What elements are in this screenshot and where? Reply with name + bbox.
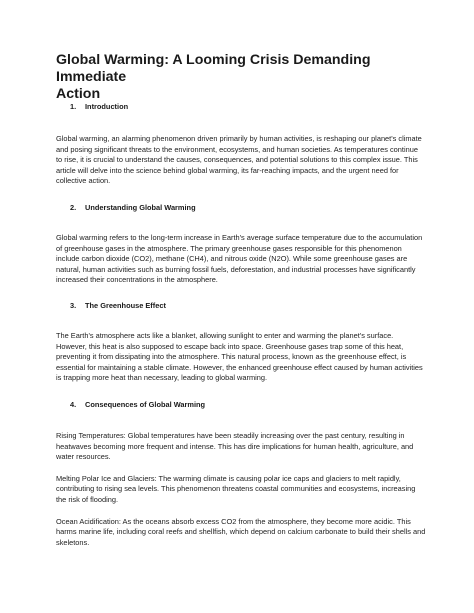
section-title: Consequences of Global Warming (85, 400, 206, 409)
section-number: 3. (70, 301, 77, 310)
section-title: Introduction (85, 102, 129, 111)
section-number: 2. (70, 203, 77, 212)
paragraph: Rising Temperatures: Global temperatures have been steadily increasing over the past century, resulting in heatwaves becoming more frequent and intense. This has dire implications for human health, agriculture, and water resources. (56, 431, 414, 462)
section-title: Understanding Global Warming (85, 203, 196, 212)
section-heading (70, 102, 426, 112)
section-heading (70, 203, 426, 213)
document-title-line-1: Global Warming: A Looming Crisis Demanding Immediate (56, 52, 371, 85)
paragraph: Ocean Acidification: As the oceans absorb excess CO2 from the atmosphere, they become more acidic. This harms marine life, including coral reefs and shellfish, which depend on calcium carbonate to build their shells and skeletons. (56, 516, 426, 547)
document-title (56, 52, 436, 103)
paragraph: The Earth's atmosphere acts like a blanket, allowing sunlight to enter and warming the planet's surface. However, this heat is also supposed to escape back into space. Greenhouse gases trap some of this heat, preventing it from dissipating into the atmosphere. This natural process, known as the greenhouse effect, is essential for maintaining a stable climate. However, the enhanced greenhouse effect caused by human activities is trapping more heat than necessary, leading to global warming. (56, 331, 423, 383)
paragraph: Global warming refers to the long-term increase in Earth's average surface temperature due to the accumulation of greenhouse gases in the atmosphere. The primary greenhouse gases responsible for this phenomenon include carbon dioxide (CO2), methane (CH4), and nitrous oxide (N2O). While some greenhouse gases are natural, human activities such as burning fossil fuels, deforestation, and industrial processes have significantly increased their concentrations in the atmosphere. (56, 233, 423, 285)
section-number: 1. (70, 102, 77, 111)
section-introduction (56, 102, 426, 187)
section-heading (70, 301, 426, 311)
document-title-line-2: Action (56, 86, 101, 102)
section-greenhouse-effect (56, 301, 426, 384)
section-consequences (56, 400, 426, 548)
paragraph: Global warming, an alarming phenomenon driven primarily by human activities, is reshaping our planet's climate and posing significant threats to the environment, ecosystems, and human societies. As temperatures continue to rise, it is crucial to understand the causes, consequences, and potential solutions to this complex issue. This article will delve into the science behind global warming, its far-reaching impacts, and the urgent need for collective action. (56, 134, 422, 186)
section-understanding-global-warming (56, 203, 426, 286)
section-heading (70, 400, 426, 410)
section-number: 4. (70, 400, 77, 409)
paragraph: Melting Polar Ice and Glaciers: The warming climate is causing polar ice caps and glaciers to melt rapidly, contributing to rising sea levels. This phenomenon threatens coastal communities and ecosystems, increasing the risk of flooding. (56, 473, 416, 504)
section-title: The Greenhouse Effect (85, 301, 166, 310)
